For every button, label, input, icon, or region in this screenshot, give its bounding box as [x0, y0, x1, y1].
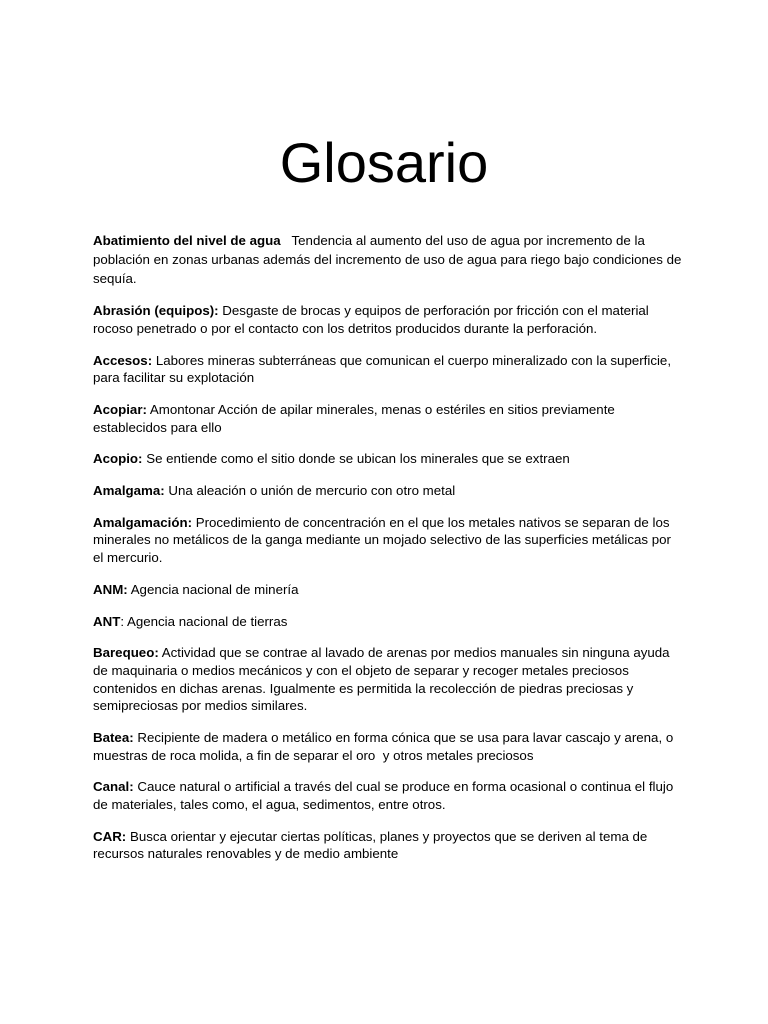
glossary-entry — [93, 828, 683, 863]
glossary-separator — [281, 233, 292, 248]
glossary-entry — [93, 352, 683, 387]
glossary-entry — [93, 644, 683, 714]
glossary-definition: Procedimiento de concentración en el que los metales nativos se separan de los minerales no metálicos de la ganga mediante un mojado selectivo de las superficies metálicas por el mercurio. — [93, 514, 675, 566]
glossary-term: Abrasión (equipos): — [93, 303, 219, 319]
glossary-entry — [93, 581, 683, 599]
glossary-entry — [93, 514, 683, 567]
glossary-definition: Busca orientar y ejecutar ciertas políticas, planes y proyectos que se deriven al tema de recursos naturales renovables y de medio ambiente — [93, 828, 652, 862]
glossary-term: Canal: — [93, 779, 134, 795]
glossary-entry — [93, 729, 683, 764]
glossary-term: Abatimiento del nivel de agua — [93, 233, 281, 248]
glossary-entry — [93, 482, 683, 500]
glossary-definition: Amontonar Acción de apilar minerales, menas o estériles en sitios previamente establecidos para ello — [93, 401, 619, 435]
glossary-term: ANT — [93, 613, 121, 629]
glossary-term: Amalgama: — [93, 483, 165, 499]
glossary-term: CAR: — [93, 828, 127, 844]
glossary-term: ANM: — [93, 581, 128, 597]
glossary-definition: Agencia nacional de minería — [130, 581, 299, 597]
glossary-entry — [93, 778, 683, 813]
glossary-separator: : — [120, 613, 127, 629]
glossary-definition: Labores mineras subterráneas que comunican el cuerpo mineralizado con la superficie, para facilitar su explotación — [93, 352, 675, 386]
glossary-definition: Recipiente de madera o metálico en forma cónica que se usa para lavar cascajo y arena, o muestras de roca molida, a fin de separar el oro y otros metales preciosos — [93, 729, 677, 763]
glossary-definition: Agencia nacional de tierras — [126, 613, 288, 629]
glossary-entry — [93, 401, 683, 436]
glossary-definition: Tendencia al aumento del uso de agua por incremento de la población en zonas urbanas además del incremento de uso de agua para riego bajo condiciones de sequía. — [93, 233, 686, 286]
glossary-definition: Cauce natural o artificial a través del cual se produce en forma ocasional o continua el flujo de materiales, tales como, el agua, sedimentos, entre otros. — [93, 779, 677, 812]
glossary-term: Amalgamación: — [93, 514, 193, 530]
glossary-term: Accesos: — [93, 352, 153, 368]
glossary-definition: Desgaste de brocas y equipos de perforación por fricción con el material rocoso penetrado o por el contacto con los detritos producidos durante la perforación. — [93, 303, 653, 336]
glossary-entry — [93, 450, 683, 468]
page-title: Glosario — [279, 131, 489, 194]
glossary-term: Barequeo: — [93, 645, 159, 661]
glossary-term: Batea: — [93, 729, 134, 745]
glossary-term: Acopiar: — [93, 401, 147, 417]
glossary-definition: Se entiende como el sitio donde se ubican los minerales que se extraen — [146, 451, 570, 467]
glossary-list — [93, 231, 686, 877]
glossary-entry — [93, 231, 686, 288]
glossary-definition: Actividad que se contrae al lavado de arenas por medios manuales sin ninguna ayuda de maquinaria o medios mecánicos y con el objeto de separar y recoger metales preciosos contenidos en dichas arenas. Igualmente es permitida la recolección de piedras preciosas y semipreciosas por medios similares. — [93, 645, 674, 714]
glossary-entry — [93, 302, 683, 337]
glossary-entry — [93, 613, 683, 631]
glossary-definition: Una aleación o unión de mercurio con otro metal — [168, 483, 456, 499]
glossary-term: Acopio: — [93, 451, 143, 467]
